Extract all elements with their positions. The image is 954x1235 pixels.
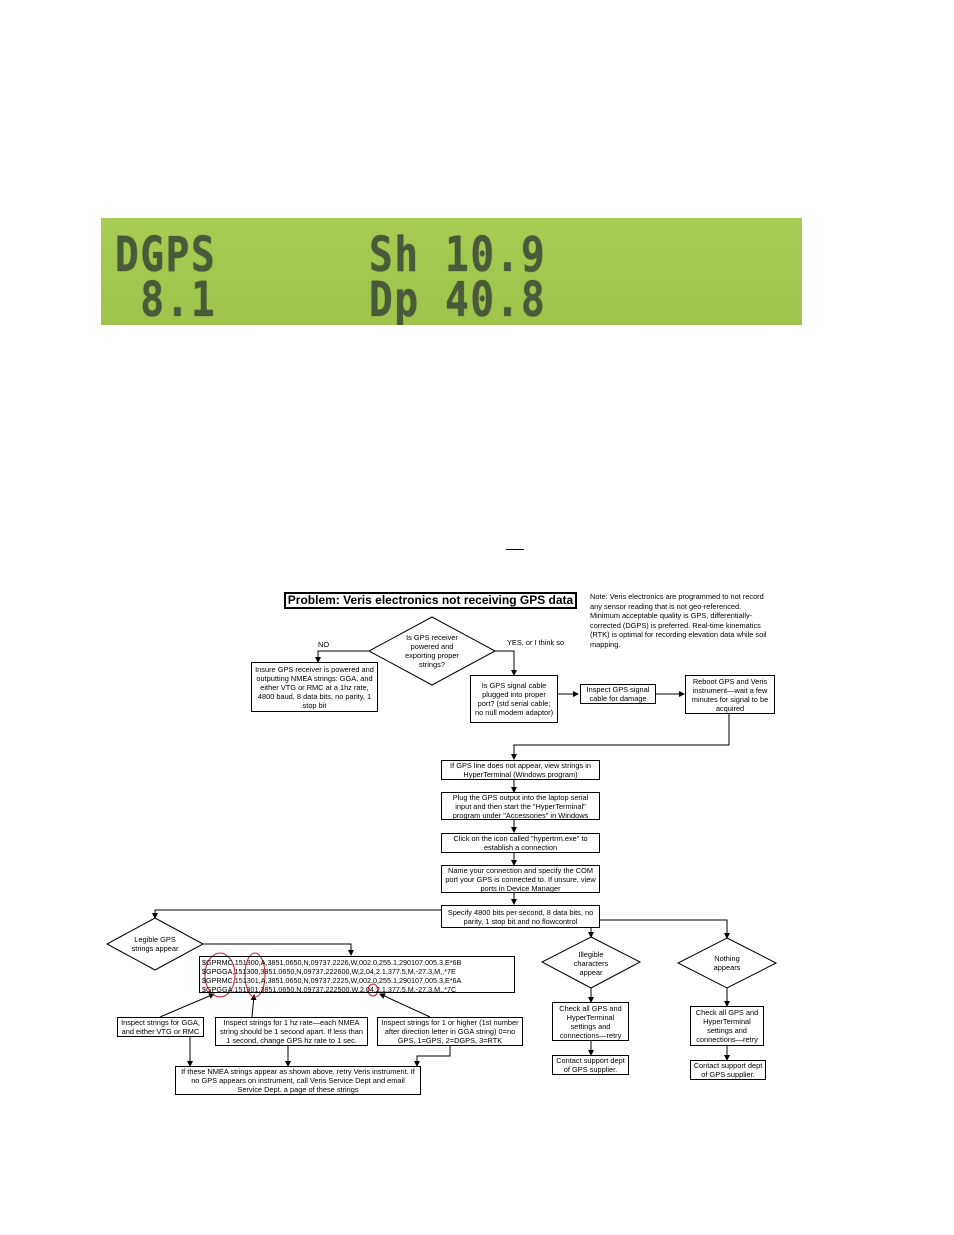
box-name-connection xyxy=(441,865,600,893)
decision-nothing-label: Nothing appears xyxy=(713,954,741,972)
box-inspect-quality xyxy=(377,1017,523,1046)
box-contact-support-nothing-text: Contact support dept of GPS supplier. xyxy=(693,1061,763,1079)
flowchart-note: Note: Veris electronics are programmed to not record any sensor reading that is not geo-referenced. Minimum acceptable quality is GPS, differentially-corrected (DGPS) is preferred. Real-time kinematics (RTK) is optimal for recording elevation data while soil mapping. xyxy=(590,592,767,649)
no-label: NO xyxy=(318,640,330,649)
box-specify-settings-text: Specify 4800 bits per second, 8 data bits, no parity, 1 stop bit and no flowcontrol xyxy=(447,907,594,926)
box-retry-veris-text: If these NMEA strings appear as shown above, retry Veris instrument. If no GPS appears on instrument, call Veris Service Dept and email Service Dept. a page of these strings xyxy=(181,1067,415,1094)
box-retry-veris xyxy=(175,1066,421,1095)
box-check-settings-illegible xyxy=(552,1002,629,1041)
lcd-line2-right: Dp 40.8 xyxy=(369,272,547,325)
nmea-line: $GPRMC,151301,A,3851.0650,N,09737.2225,W,002.0,255.1,290107,005.3,E*6A xyxy=(202,976,462,985)
box-specify-settings xyxy=(441,905,600,928)
box-inspect-1hz-text: Inspect strings for 1 hz rate—each NMEA string should be 1 second apart. If less than 1 second, change GPS hz rate to 1 sec. xyxy=(220,1018,363,1045)
yes-label: YES, or I think so xyxy=(507,638,565,647)
box-plug-output xyxy=(441,792,600,820)
box-plug-output-text: Plug the GPS output into the laptop serial input and then start the "HyperTerminal" program under "Accessories" in Windows xyxy=(452,792,589,820)
box-check-settings-nothing xyxy=(690,1006,764,1046)
box-view-strings-text: If GPS line does not appear, view strings in HyperTerminal (Windows program) xyxy=(450,761,591,779)
lcd-line1-left: DGPS xyxy=(115,227,217,283)
box-inspect-cable xyxy=(580,684,656,704)
box-cable-plugged xyxy=(470,675,558,723)
box-check-settings-illegible-text: Check all GPS and HyperTerminal settings and connections—retry xyxy=(559,1003,622,1040)
box-click-icon xyxy=(441,833,600,853)
box-cable-plugged-text: Is GPS signal cable plugged into proper port? (std serial cable; no null modem adaptor) xyxy=(474,681,554,717)
box-inspect-gga-text: Inspect strings for GGA, and either VTG or RMC xyxy=(121,1018,200,1036)
box-view-strings xyxy=(441,760,600,780)
box-name-connection-text: Name your connection and specify the COM port your GPS is connected to. If unsure, view ports in Device Manager xyxy=(445,865,596,893)
flowchart-title: Problem: Veris electronics not receiving GPS data xyxy=(284,592,577,609)
box-contact-support-illegible xyxy=(552,1055,629,1075)
box-contact-support-illegible-text: Contact support dept of GPS supplier. xyxy=(556,1056,625,1074)
box-inspect-gga xyxy=(117,1017,204,1037)
box-reboot-text: Reboot GPS and Veris instrument—wait a few minutes for signal to be acquired xyxy=(691,676,769,713)
lcd-line2-left: 8.1 xyxy=(115,272,217,325)
nmea-line: $GPGGA,151301,3851.0650,N,09737.222500,W,2,04,2.1,377.5,M,-27.3,M,,*7C xyxy=(202,985,457,993)
nmea-strings-box xyxy=(199,956,515,993)
box-insure-powered-text: Insure GPS receiver is powered and outputting NMEA strings: GGA, and either VTG or RMC at a 1hz rate, 4800 baud, 8 data bits, no parity, 1 stop bit xyxy=(255,664,374,710)
lcd-line1-right: Sh 10.9 xyxy=(369,227,547,283)
decision-legible-label: Legible GPS strings appear xyxy=(131,935,179,953)
box-click-icon-text: Click on the icon called "hypertrm.exe" to establish a connection xyxy=(453,834,588,852)
decision-illegible-label: Illegible characters appear xyxy=(573,949,609,977)
box-inspect-1hz xyxy=(215,1017,368,1046)
box-contact-support-nothing xyxy=(690,1060,766,1080)
nmea-line: $GPGGA,151300,3851.0650,N,09737.222600,W,2,04,2.1,377.5,M,-27.3,M,,*7E xyxy=(202,967,456,976)
box-reboot xyxy=(685,675,775,714)
box-check-settings-nothing-text: Check all GPS and HyperTerminal settings and connections—retry xyxy=(695,1008,759,1044)
nmea-line: $GPRMC,151300,A,3851.0650,N,09737.2226,W,002.0,255.1,290107,005.3,E*6B xyxy=(202,958,462,967)
box-inspect-cable-text: Inspect GPS signal cable for damage xyxy=(586,685,650,703)
box-insure-powered xyxy=(251,662,378,712)
box-inspect-quality-text: Inspect strings for 1 or higher (1st number after direction letter in GGA string) 0=no GPS, 1=GPS, 2=DGPS, 3=RTK xyxy=(381,1018,519,1045)
decision-powered-label: Is GPS receiver powered and exporting proper strings? xyxy=(405,633,459,669)
